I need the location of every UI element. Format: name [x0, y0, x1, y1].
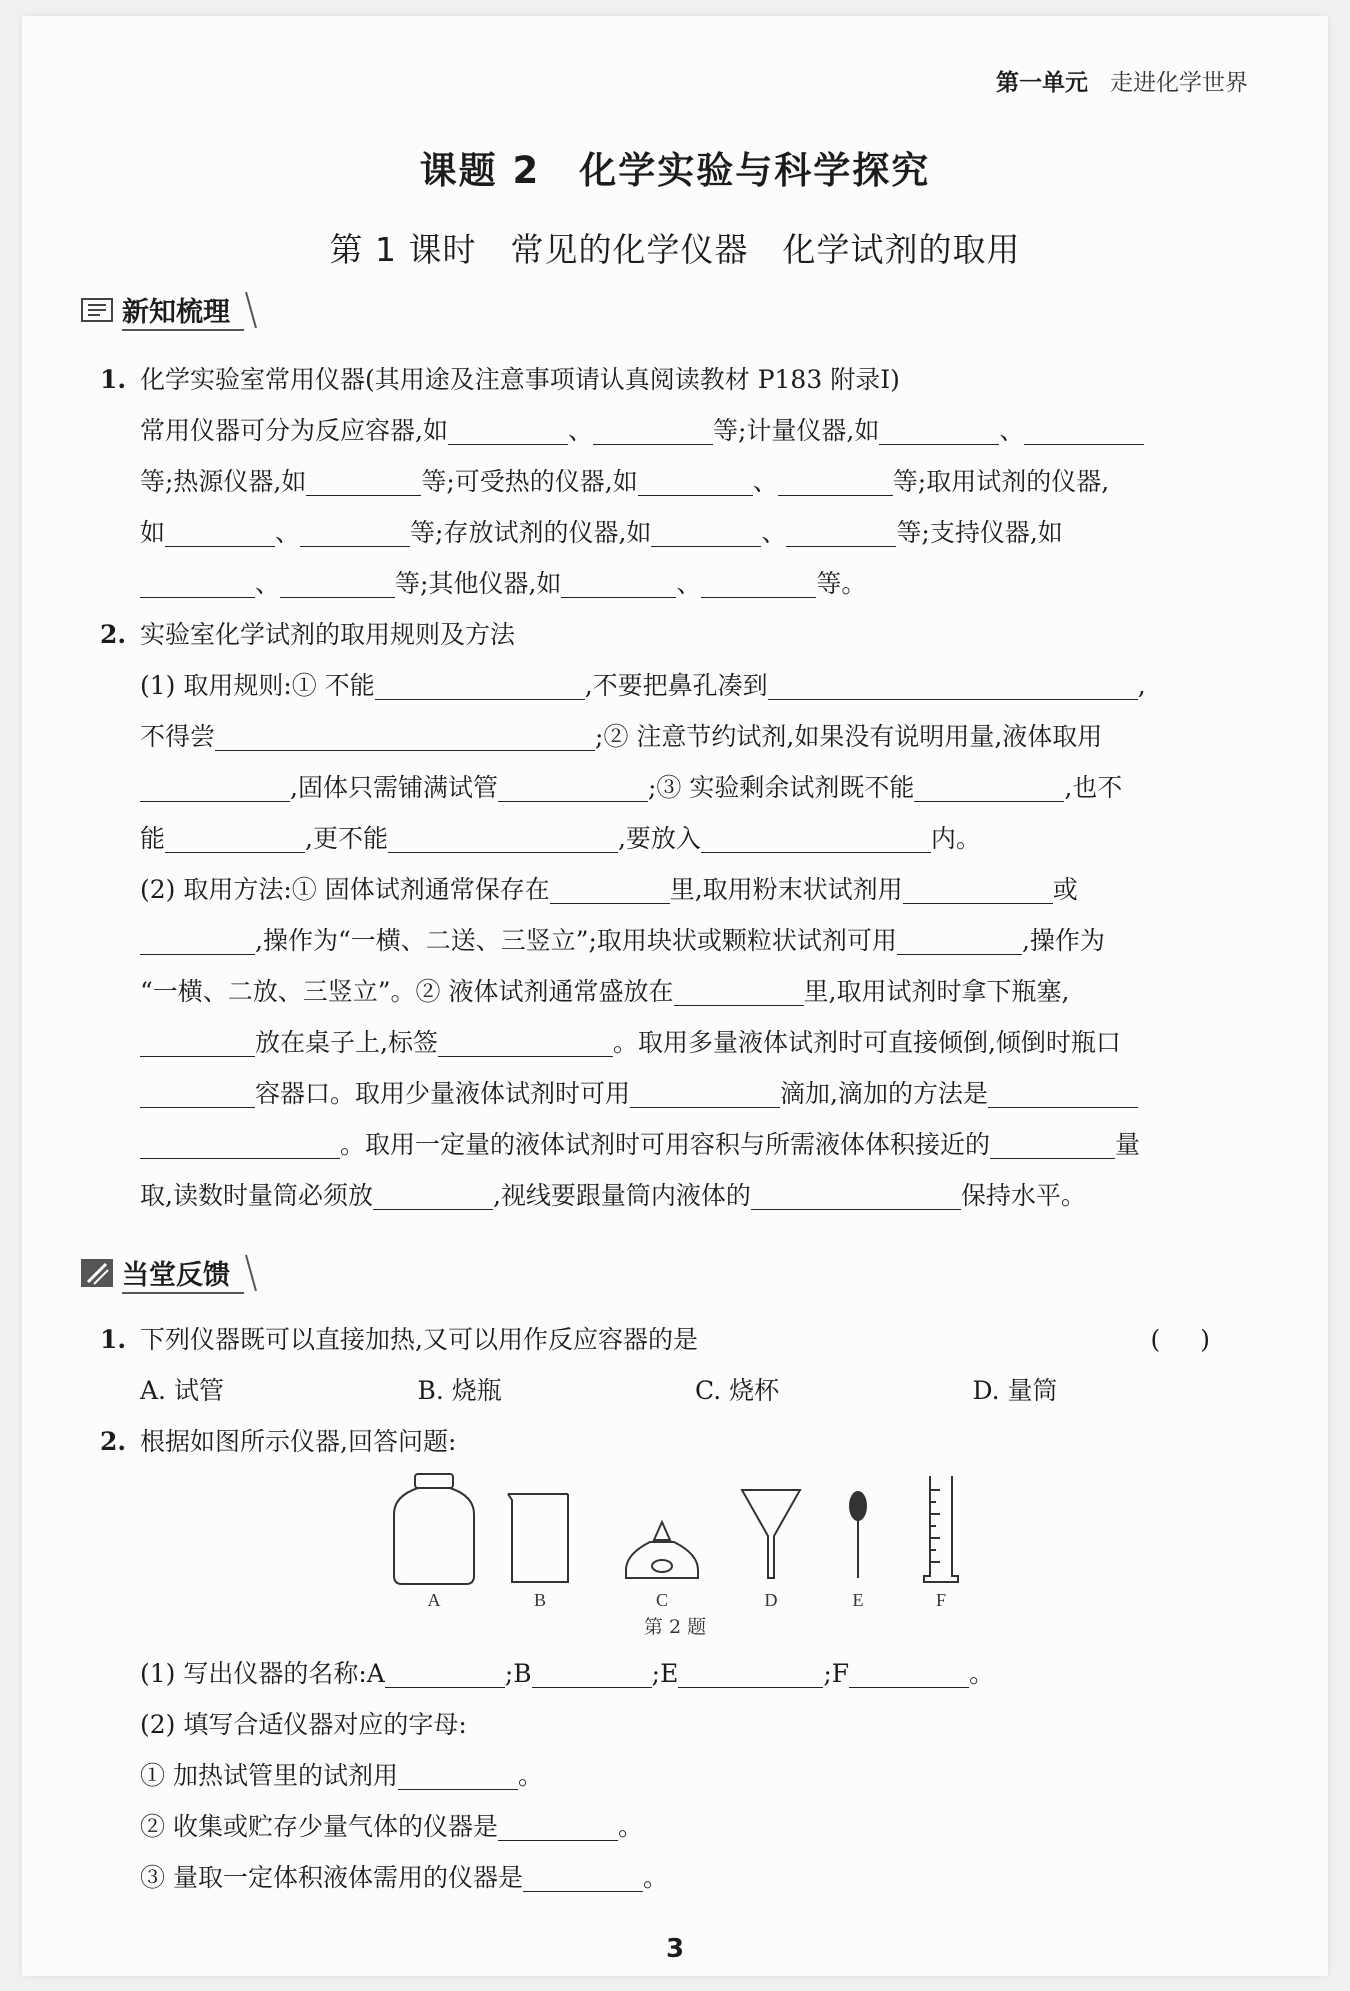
text: ③ 量取一定体积液体需用的仪器是 — [140, 1863, 523, 1892]
answer-blank[interactable] — [140, 1126, 340, 1159]
answer-blank[interactable] — [879, 412, 999, 445]
answer-blank[interactable] — [438, 1024, 613, 1057]
answer-blank[interactable] — [523, 1859, 643, 1892]
text: 里,取用粉末状试剂用 — [669, 875, 903, 904]
text: 、 — [275, 518, 301, 547]
answer-blank[interactable] — [988, 1075, 1138, 1108]
answer-blank[interactable] — [751, 1177, 961, 1210]
q1-line-3 — [100, 507, 1250, 558]
answer-blank[interactable] — [306, 463, 421, 496]
q1-title — [100, 354, 1250, 405]
methods-line-4 — [100, 1017, 1250, 1068]
rules-line-3 — [100, 762, 1250, 813]
q2-sub1 — [100, 1648, 1250, 1699]
option-d[interactable]: D. 量筒 — [972, 1376, 1058, 1405]
answer-blank[interactable] — [140, 922, 255, 955]
answer-blank[interactable] — [532, 1655, 652, 1688]
answer-blank[interactable] — [897, 922, 1022, 955]
text: (1) 写出仪器的名称:A — [140, 1659, 385, 1688]
feedback-q2 — [100, 1416, 1250, 1467]
text: 。 — [642, 1863, 668, 1892]
text: ;② 注意节约试剂,如果没有说明用量,液体取用 — [595, 722, 1103, 751]
section2-body-top — [100, 1314, 1250, 1467]
answer-blank[interactable] — [638, 463, 753, 496]
section2-body-bottom — [100, 1648, 1250, 1903]
answer-blank[interactable] — [398, 1757, 518, 1790]
option-a[interactable]: A. 试管 — [140, 1376, 224, 1405]
text: 、 — [676, 569, 702, 598]
figure-caption: 第 2 题 — [643, 1616, 707, 1638]
text: 。 — [617, 1812, 643, 1841]
text: 滴加,滴加的方法是 — [780, 1079, 988, 1108]
q1-line-1 — [100, 405, 1250, 456]
rules-line-1 — [100, 660, 1250, 711]
q2-title-text: 实验室化学试剂的取用规则及方法 — [140, 620, 516, 649]
text: 、 — [761, 518, 787, 547]
methods-line-1 — [100, 864, 1250, 915]
feedback-q1-options — [100, 1365, 1250, 1416]
section1-body — [100, 354, 1250, 1221]
answer-blank[interactable] — [140, 1075, 255, 1108]
text: (2) 填写合适仪器对应的字母: — [140, 1710, 467, 1739]
q2-sub3 — [100, 1750, 1250, 1801]
answer-blank[interactable] — [903, 871, 1053, 904]
feedback-q1-text: 下列仪器既可以直接加热,又可以用作反应容器的是 — [140, 1325, 698, 1354]
text: 等;其他仪器,如 — [395, 569, 562, 598]
answer-blank[interactable] — [375, 667, 585, 700]
gas-jar-a — [394, 1474, 474, 1584]
figure-label-b: B — [533, 1590, 547, 1610]
answer-blank[interactable] — [561, 565, 676, 598]
text: , — [1137, 671, 1146, 700]
answer-blank[interactable] — [550, 871, 670, 904]
text: (2) 取用方法:① 固体试剂通常保存在 — [140, 875, 550, 904]
page — [22, 16, 1328, 1976]
text: ② 收集或贮存少量气体的仪器是 — [140, 1812, 498, 1841]
answer-blank[interactable] — [630, 1075, 780, 1108]
answer-blank[interactable] — [140, 1024, 255, 1057]
text: 等;计量仪器,如 — [712, 416, 880, 445]
answer-blank[interactable] — [385, 1655, 505, 1688]
text: ;F — [823, 1659, 850, 1688]
text: 等;取用试剂的仪器, — [892, 467, 1110, 496]
q2-title — [100, 609, 1250, 660]
text: 、 — [255, 569, 281, 598]
answer-blank[interactable] — [674, 973, 804, 1006]
text: 等。 — [816, 569, 867, 598]
text: ,操作为“一横、二送、三竖立”;取用块状或颗粒状试剂可用 — [255, 926, 897, 955]
figure-label-d: D — [764, 1590, 778, 1610]
alcohol-lamp-c — [626, 1522, 698, 1578]
book-icon — [80, 295, 114, 325]
answer-blank[interactable] — [373, 1177, 493, 1210]
q1-number: 1. — [100, 365, 127, 394]
answer-blank[interactable] — [678, 1655, 823, 1688]
option-c[interactable]: C. 烧杯 — [695, 1376, 780, 1405]
methods-line-5 — [100, 1068, 1250, 1119]
text: 。取用多量液体试剂时可直接倾倒,倾倒时瓶口 — [612, 1028, 1121, 1057]
feedback-q2-text: 根据如图所示仪器,回答问题: — [140, 1427, 457, 1456]
text: ;E — [651, 1659, 679, 1688]
answer-blank[interactable] — [990, 1126, 1115, 1159]
option-b[interactable]: B. 烧瓶 — [417, 1376, 502, 1405]
section-heading-text: 当堂反馈 — [122, 1253, 244, 1294]
methods-line-7 — [100, 1170, 1250, 1221]
pencil-icon — [80, 1258, 114, 1288]
lesson-title: 课题 2 化学实验与科学探究 — [419, 149, 931, 192]
text: ,固体只需铺满试管 — [290, 773, 498, 802]
rules-line-2 — [100, 711, 1250, 762]
answer-blank[interactable] — [778, 463, 893, 496]
funnel-d — [742, 1490, 800, 1578]
heading-slant-decoration — [244, 1253, 258, 1293]
answer-blank[interactable] — [140, 565, 255, 598]
answer-blank[interactable] — [651, 514, 761, 547]
figure-label-e: E — [852, 1590, 864, 1610]
methods-line-6 — [100, 1119, 1250, 1170]
text: ,视线要跟量筒内液体的 — [492, 1181, 751, 1210]
text: ,不要把鼻孔凑到 — [584, 671, 768, 700]
text: 内。 — [930, 824, 981, 853]
q2-sub2 — [100, 1699, 1250, 1750]
answer-blank[interactable] — [280, 565, 395, 598]
graduated-cylinder-f — [924, 1476, 958, 1582]
instruments-figure — [22, 1466, 1328, 1616]
answer-blank[interactable] — [786, 514, 896, 547]
dropper-e — [850, 1492, 866, 1578]
unit-label: 第一单元 — [996, 70, 1088, 96]
rules-line-4 — [100, 813, 1250, 864]
methods-line-3 — [100, 966, 1250, 1017]
text: 不得尝 — [140, 722, 216, 751]
section-heading-text: 新知梳理 — [122, 290, 244, 331]
section-heading-feedback — [80, 1253, 258, 1293]
figure-label-f: F — [935, 1590, 947, 1610]
text: 等;可受热的仪器,如 — [421, 467, 638, 496]
answer-blank[interactable] — [1024, 412, 1144, 445]
text: ① 加热试管里的试剂用 — [140, 1761, 398, 1790]
text: 能 — [140, 824, 166, 853]
answer-blank[interactable] — [300, 514, 410, 547]
text: 保持水平。 — [960, 1181, 1086, 1210]
answer-blank[interactable] — [498, 1808, 618, 1841]
q1-line-4 — [100, 558, 1250, 609]
answer-blank[interactable] — [165, 514, 275, 547]
text: 如 — [140, 518, 166, 547]
q1-title-text: 化学实验室常用仪器(其用途及注意事项请认真阅读教材 P183 附录Ⅰ) — [140, 365, 900, 394]
text: 里,取用试剂时拿下瓶塞, — [803, 977, 1070, 1006]
text: ;③ 实验剩余试剂既不能 — [647, 773, 915, 802]
answer-blank[interactable] — [165, 820, 305, 853]
text: 。 — [969, 1659, 995, 1688]
answer-blank[interactable] — [388, 820, 618, 853]
text: ;B — [504, 1659, 532, 1688]
heading-slant-decoration — [244, 290, 258, 330]
figure-label-c: C — [655, 1590, 669, 1610]
text: 、 — [999, 416, 1025, 445]
feedback-q1-number: 1. — [100, 1325, 127, 1354]
methods-line-2 — [100, 915, 1250, 966]
text: 。 — [517, 1761, 543, 1790]
beaker-b — [508, 1494, 568, 1582]
text: 常用仪器可分为反应容器,如 — [140, 416, 448, 445]
answer-blank[interactable] — [215, 718, 595, 751]
answer-blank[interactable] — [701, 820, 931, 853]
lesson-subtitle: 第 1 课时 常见的化学仪器 化学试剂的取用 — [329, 230, 1021, 269]
q2-sub5 — [100, 1852, 1250, 1903]
feedback-q1 — [100, 1314, 1250, 1365]
text: 容器口。取用少量液体试剂时可用 — [255, 1079, 631, 1108]
text: 、 — [567, 416, 593, 445]
text: ,要放入 — [617, 824, 701, 853]
section-heading-new-knowledge — [80, 290, 258, 330]
text: 量 — [1115, 1130, 1141, 1159]
text: ,更不能 — [305, 824, 388, 853]
answer-blank[interactable] — [768, 667, 1138, 700]
text: 取,读数时量筒必须放 — [140, 1181, 373, 1210]
text: ,也不 — [1064, 773, 1123, 802]
answer-blank[interactable] — [914, 769, 1064, 802]
answer-blank[interactable] — [448, 412, 568, 445]
q2-sub4 — [100, 1801, 1250, 1852]
unit-title: 走进化学世界 — [1110, 70, 1248, 96]
page-number: 3 — [665, 1934, 685, 1964]
answer-blank[interactable] — [140, 769, 290, 802]
text: 放在桌子上,标签 — [255, 1028, 438, 1057]
answer-blank[interactable] — [701, 565, 816, 598]
unit-header — [996, 64, 1248, 97]
answer-blank[interactable] — [849, 1655, 969, 1688]
answer-blank[interactable] — [498, 769, 648, 802]
figure-label-a: A — [427, 1590, 441, 1610]
text: 、 — [752, 467, 778, 496]
text: 等;存放试剂的仪器,如 — [410, 518, 652, 547]
text: ,操作为 — [1021, 926, 1105, 955]
text: 或 — [1052, 875, 1078, 904]
text: “一横、二放、三竖立”。② 液体试剂通常盛放在 — [140, 977, 674, 1006]
text: (1) 取用规则:① 不能 — [140, 671, 375, 700]
text: 等;支持仪器,如 — [896, 518, 1063, 547]
q1-line-2 — [100, 456, 1250, 507]
answer-parentheses[interactable]: () — [1150, 1325, 1250, 1354]
text: 。取用一定量的液体试剂时可用容积与所需液体体积接近的 — [340, 1130, 991, 1159]
q2-number: 2. — [100, 620, 127, 649]
text: 等;热源仪器,如 — [140, 467, 307, 496]
feedback-q2-number: 2. — [100, 1427, 127, 1456]
answer-blank[interactable] — [593, 412, 713, 445]
